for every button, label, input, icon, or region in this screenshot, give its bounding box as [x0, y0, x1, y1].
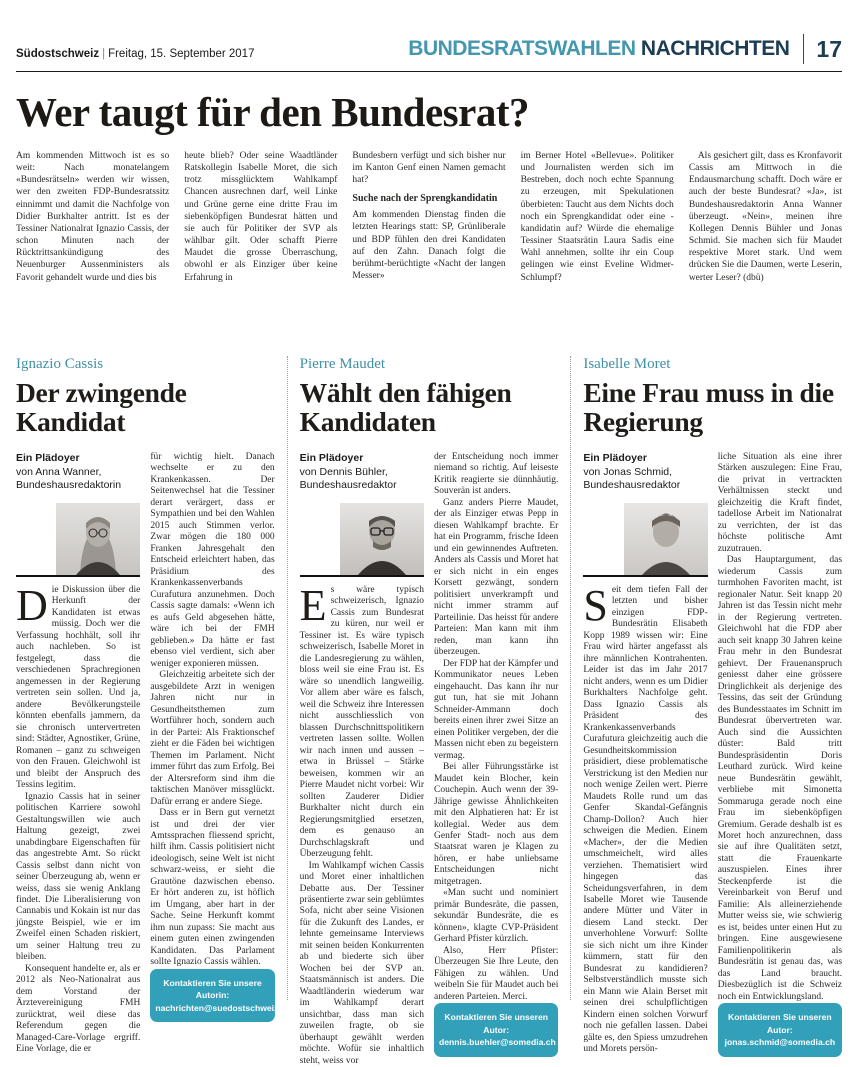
lead-subhead: Suche nach der Sprengkandidatin	[352, 193, 498, 205]
article-body	[16, 452, 291, 1055]
contact-box-maudet[interactable]	[434, 1003, 558, 1056]
paragraph: Ganz anders Pierre Maudet, der als Einziger etwas Pepp in diesen Wahlkampf brachte. Er hat ein Programm, frische Ideen und ein gewinnendes Auftreten. Anders als Cassis und Moret hat er sich nicht in ein enges Korsett gezwängt, sondern politisiert unverkrampft und nicht immer stramm auf Parteilinie. Das heisst für andere Parteien: Man kann mit ihm reden, man kann ihn überzeugen.	[434, 497, 559, 658]
paragraph: Seit dem tiefen Fall der letzten und bisher einzigen FDP-Bundesrätin Elisabeth Kopp 1989 wissen wir: Eine Frau wird härter angefasst als ihre männlichen Kontrahenten. Leider ist das im Jahr 2017 nicht anders, wenn es um Didier Burkhalters Nachfolge geht. Dass Ignazio Cassis als Präsident des Krankenkassenverbands Curafutura gleichzeitig auch die Gesundheitskommission präsidiert, diese problematische Verstrickung ist den Medien nur noch wenige Zeilen wert. Pierre Maudets Rolle rund um das Genfer Skandal-Gefängnis Champ-Dollon? Auch hier schweigen die Medien. Einem «Macher», der die Medien umschmeichelt, wird alles verziehen. Thematisiert wird hingegen das Scheidungsverfahren, in dem Isabelle Moret wie Tausende andere Mütter und Väter in diesem Land steckt. Der unverhohlene Vorwurf: Sollte sie sich nicht um ihre Kinder kümmern, statt für den Bundesrat zu kandidieren? Selbstverständlich musste sich ein Mann wie Alain Berset mit seinen drei schulpflichtigen Kindern einen solchen Vorwurf noch nie gefallen lassen. Dabei gälte es, den Spiess umzudrehen und Morets persön-	[583, 580, 708, 1055]
article-body	[583, 452, 843, 1055]
article-moret	[571, 356, 843, 1055]
article-kicker: Pierre Maudet	[299, 356, 386, 372]
contact-box-cassis[interactable]	[150, 969, 291, 1022]
masthead	[16, 0, 842, 64]
masthead-vertical-rule	[803, 34, 804, 64]
byline-author: von Anna Wanner,	[16, 465, 102, 478]
article-maudet	[288, 356, 571, 1066]
lead-intro	[16, 150, 842, 346]
byline-label: Ein Plädoyer	[583, 452, 647, 464]
article-text-right	[718, 452, 842, 1003]
paragraph: Gleichzeitig arbeitete sich der ausgebildete Arzt in wenigen Jahren nicht nur in Gesundheitsthemen zum Wortführer hoch, sondern auch in der Partei: Als Fraktionschef zieht er die Fäden bei wichtigen Themen im Parlament. Nicht immer führt das zum Erfolg. Bei der Altersreform sind ihm die taktischen Manöver missglückt. Dafür errang er andere Siege.	[150, 670, 275, 807]
article-text-left	[583, 580, 708, 1056]
byline	[300, 452, 424, 493]
paragraph: für wichtig hielt. Danach wechselte er zu den Krankenkassen. Der Seitenwechsel hat die Tessiner derart verärgert, dass er Sympathien und bei den Wahlen 2015 auch Stimmen verlor. Zwar mögen die 180 000 Franken Jahresgehalt den Entscheid erleichtert haben, das Präsidium des Krankenkassenverbands Curafutura anzunehmen. Doch Cassis sagte damals: «Wenn ich es aufs Geld abgesehen hätte, wäre ich bei der FMH geblieben.» Da hätte er fast ebenso viel verdient, sich aber weniger exponieren müssen.	[150, 452, 275, 669]
byline-role: Bundeshausredaktor	[299, 479, 397, 492]
paragraph: «Man sucht und nominiert primär Bundesräte, die passen, sekundär Bundesräte, die es können», klagte CVP-Präsident Gerhard Pfister kürzlich.	[434, 888, 559, 945]
section-title-light: BUNDESRATSWAHLEN	[408, 37, 636, 60]
author-photo-dennis-buehler	[300, 503, 424, 577]
author-photo-jonas-schmid	[583, 503, 707, 577]
lead-paragraph: Am kommenden Dienstag finden die letzten Hearings statt: SP, Grünliberale und BDP fühlen den drei Kandidaten auf den Zahn. Danach folgt die berühmt-berüchtigte «Nacht der langen Messer»	[352, 210, 506, 282]
article-text-left	[16, 580, 141, 1056]
paragraph: Konsequent handelte er, als er 2012 als Neo-Nationalrat aus dem Vorstand der Ärztevereinigung FMH zurücktrat, weil diese das Referendum gegen die Managed-Care-Vorlage ergriff. Eine Vorlage, die er	[16, 963, 141, 1055]
lead-column-3	[352, 150, 505, 346]
lead-headline: Wer taugt für den Bundesrat?	[16, 89, 529, 135]
paragraph: Die Diskussion über die Herkunft der Kandidaten ist etwas müssig. Doch wer die Verfassung hochhält, soll ihr auch nachleben. So ist festgelegt, dass die verschiedenen Sprachregionen angemessen in der Regierung vertreten sein sollen. Und ja, andere Bevölkerungsteile könnten ebenfalls jammern, da sie chronisch untervertreten sind: Städter, Agnostiker, Grüne, Romanen – ganz zu schweigen von den Frauen. Gleichwohl ist und bleibt der Anspruch des Tessins legitim.	[16, 580, 141, 791]
paragraph: Im Wahlkampf wichen Cassis und Moret einer inhaltlichen Debatte aus. Der Tessiner präsentierte zwar sein geblümtes Sofa, nicht aber seine Visionen für die Zukunft des Landes, er lehnte gemeinsame Interviews mit seinen beiden Konkurrenten ab und biederte sich über Wochen bei der SVP an. Staatsmännisch ist anders. Die Waadtländerin wiederum war im Wahlkampf derart unsichtbar, dass man sich zuweilen fragte, ob sie überhaupt gewählt werden möchte. Wofür sie inhaltlich steht, weiss vor	[299, 860, 425, 1066]
article-headline: Eine Frau muss in die Regierung	[583, 377, 834, 438]
paragraph: Es wäre typisch schweizerisch, Ignazio Cassis zum Bundesrat zu küren, nur weil er Tessiner ist. Es wäre typisch schweizerisch, Isabelle Moret in die Landesregierung zu wählen, bloss weil sie eine Frau ist. Es wäre so unendlich langweilig. Vor allem aber wäre es falsch, weil die Schweiz ihre Interessen nicht ausschliesslich von blassen Durchschnittspolitikern vertreten lassen sollte. Wollen wir nach innen und aussen – etwa in Brüssel – Stärke beweisen, kommen wir an Pierre Maudet nicht vorbei: Wir sollten Zauderer Didier Burkhalter nicht durch ein Regierungsmitglied ersetzen, dem es genauso an Durchschlagskraft und Überzeugung fehlt.	[299, 580, 425, 860]
lead-paragraph: Als gesichert gilt, dass es Kronfavorit Cassis am Mittwoch in die Endausmarchung schafft. Doch wäre er auch der beste Bundesrat? «Ja», ist Bundeshausredaktorin Anna Wanner überzeugt. «Nein», meinen ihre Kollegen Dennis Bühler und Jonas Schmid. Sie machen sich für Maudet respektive Moret stark. Und wem drücken Sie die Daumen, werte Leserin, werter Leser? (dbü)	[688, 151, 843, 283]
contact-label: Kontaktieren Sie unseren Autor:	[728, 1012, 832, 1035]
paper-name: Südostschweiz	[16, 48, 100, 60]
lead-column-2	[184, 150, 337, 346]
masthead-left	[16, 48, 254, 64]
article-column-left	[583, 452, 708, 1055]
author-photo-anna-wanner	[16, 503, 140, 577]
masthead-rule	[16, 71, 842, 72]
paragraph: Also, Herr Pfister: Überzeugen Sie Ihre Leute, den Fähigen zu wählen. Und weibeln Sie für Maudet auch bei anderen Parteien. Merci.	[434, 945, 559, 1002]
section-title-dark: NACHRICHTEN	[640, 37, 790, 60]
masthead-right	[408, 34, 842, 64]
paragraph: der Entscheidung noch immer niemand so richtig. Auf leiseste Kritik reagierte sie dünnhäutig. Souverän ist anders.	[434, 452, 559, 497]
paragraph: liche Situation als eine ihrer Stärken auszulegen: Eine Frau, die privat in vertrackten Verhältnissen steckt und gleichzeitig die Kraft findet, tadellose Arbeit im Nationalrat zu verrichten, der ist das höchste politische Amt zuzutrauen.	[717, 452, 843, 554]
lead-column-4	[521, 150, 674, 346]
byline-label: Ein Plädoyer	[299, 452, 364, 464]
contact-email-link[interactable]: dennis.buehler@somedia.ch	[439, 1037, 556, 1048]
masthead-divider-glyph: |	[102, 48, 106, 60]
lead-paragraph: Bundesbern verfügt und sich bisher nur im Kanton Genf einen Namen gemacht hat?	[352, 151, 506, 186]
paragraph: Ignazio Cassis hat in seiner politischen Karriere sowohl Gestaltungswillen wie auch Haltung gezeigt, zwei unabdingbare Eigenschaften für das angestrebte Amt. So rückt Cassis selbst dann nicht von seiner Überzeugung ab, wenn er weiss, dass sie wenig Anklang findet. Die Liberalisierung von Cannabis und Kokain ist nur das jüngste Beispiel, wie er im Zweifel einen Schaden riskiert, um seiner Haltung treu zu bleiben.	[16, 791, 141, 963]
article-column-right	[434, 452, 559, 1048]
byline-author: von Dennis Bühler,	[299, 465, 388, 478]
article-column-right	[150, 452, 291, 1013]
article-text-right	[434, 452, 558, 1003]
article-cassis	[16, 356, 291, 1055]
contact-label: Kontaktieren Sie unseren Autor:	[444, 1012, 548, 1035]
paragraph: Dass er in Bern gut vernetzt ist und drei der vier Amtssprachen fliessend spricht, hilft ihm. Cassis politisiert nicht ideologisch, seine Welt ist nicht schwarz-weiss, er sieht die Grautöne dazwischen ebenso. Er hört anderen zu, ist höflich im Umgang, aber hart in der Sache. Seine Herkunft kommt ihm nun zupass: Sie macht aus einem guten einen zwingenden Kandidaten. Das Parlament sollte Ignazio Cassis wählen.	[150, 808, 275, 968]
byline-role: Bundeshausredaktor	[583, 479, 681, 492]
article-text-right	[150, 452, 274, 969]
lead-column-1	[16, 150, 169, 346]
lead-paragraph: Am kommenden Mittwoch ist es so weit: Nach monatelangem «Bundesrätseln» werden wir wissen, wer den zweiten FDP-Bundesratssitz einnimmt und damit die Nachfolge von Didier Burkhalter antritt. Ist es der Tessiner Nationalrat Ignazio Cassis, der schon Minuten nach der Rücktrittsankündigung des Neuenburger Aussenministers als Favorit gehandelt wurde und dies bis	[16, 151, 170, 283]
article-headline: Der zwingende Kandidat	[16, 377, 187, 438]
dropcap: D	[16, 580, 48, 630]
articles-row	[16, 356, 843, 1066]
article-text-left	[299, 580, 425, 1067]
contact-label: Kontaktieren Sie unsere Autorin:	[163, 977, 262, 1001]
article-kicker: Ignazio Cassis	[16, 356, 104, 372]
byline-role: Bundeshausredaktorin	[16, 479, 122, 492]
lead-column-5	[689, 150, 842, 346]
dropcap: E	[299, 580, 327, 630]
dropcap: S	[583, 580, 608, 630]
paragraph: Der FDP hat der Kämpfer und Kommunikator neues Leben eingehaucht. Das kann ihr nur gut tun, hat sie mit Johann Schneider-Ammann doch bereits einen ihrer zwei Sitze an einen Politiker vergeben, der die Massen nicht eben zu begeistern vermag.	[434, 658, 559, 761]
article-headline: Wählt den fähigen Kandidaten	[299, 377, 512, 438]
lead-paragraph: heute blieb? Oder seine Waadtländer Ratskollegin Isabelle Moret, die sich trotz missglücktem Wahlkampf Chancen ausrechnen darf, weil Linke und Grüne gerne eine dritte Frau im siebenköpfigen Bundesrat hätten und sie auch für Politiker der SVP als wählbar gilt. Oder schafft Pierre Maudet die grosse Überraschung, obwohl er als Einziger über keine Erfahrung in	[184, 151, 338, 283]
byline-author: von Jonas Schmid,	[583, 465, 673, 478]
byline-label: Ein Plädoyer	[16, 452, 80, 464]
paragraph: Bei aller Führungsstärke ist Maudet kein Blocher, kein Couchepin. Auch wenn der 39-Jährige gewisse Ähnlichkeiten mit den Alphatieren hat: Er ist kollegial. Weder aus dem Genfer Stadt- noch aus dem Staatsrat waren je Klagen zu hören, er habe unliebsame Entscheidungen nicht mitgetragen.	[434, 762, 559, 887]
byline	[583, 452, 707, 493]
article-body	[299, 452, 559, 1066]
article-kicker: Isabelle Moret	[583, 356, 671, 372]
contact-box-moret[interactable]	[718, 1003, 842, 1056]
contact-email-link[interactable]: nachrichten@suedostschweiz.ch	[155, 1002, 291, 1013]
article-column-left	[16, 452, 141, 1055]
contact-email-link[interactable]: jonas.schmid@somedia.ch	[724, 1037, 836, 1048]
article-column-right	[717, 452, 843, 1048]
page-number: 17	[816, 35, 842, 62]
issue-date: Freitag, 15. September 2017	[108, 48, 255, 60]
paragraph: Das Hauptargument, das wiederum Cassis zum turmhohen Favoriten macht, ist regionaler Natur. Seit knapp 20 Jahren ist das Tessin nicht mehr in der Regierung vertreten. Gleichwohl hat die FDP aber auch seit knapp 30 Jahren keine Frau mehr in den Bundesrat gehievt. Der Frauenanspruch geniesst daher eine grössere Dringlichkeit als derjenige des Tessins, das seit der Gründung des Bundesstaates im Schnitt im Bundesrat übervertreten war. Auch sind die Aussichten düster: Bald tritt Bundespräsidentin Doris Leuthard zurück. Wird keine neue Bundesrätin gewählt, verbliebe mit Simonetta Sommaruga gerade noch eine Frau im siebenköpfigen Gremium. Gerade deshalb ist es Moret hoch anzurechnen, dass sie auf ihre Qualitäten setzt, statt die Frauenkarte auszuspielen. Eines ihrer Steckenpferde ist die Vereinbarkeit von Beruf und Familie: Als alleinerziehende Mutter weiss sie, wie schwierig es ist, beides unter einen Hut zu bringen. Eine ausgewiesene Familienpolitikerin als Bundesrätin ist genau das, was das Land braucht. Diesbezüglich ist die Schweiz noch ein Entwicklungsland.	[717, 555, 843, 1002]
article-column-left	[299, 452, 425, 1066]
byline	[16, 452, 140, 493]
lead-paragraph: im Berner Hotel «Bellevue». Politiker und Journalisten werden sich im Bestreben, doch noch echte Spannung zu erzeugen, mit Spekulationen überbieten: Taucht aus dem Nichts doch noch ein Sprengkandidat oder eine -kandidatin auf? Würde die ehemalige Tessiner Staatsrätin Laura Sadis eine Wahl annehmen, sollte ihr ein Coup gelingen wie einst Eveline Widmer-Schlumpf?	[520, 151, 674, 283]
section-title	[408, 37, 789, 61]
